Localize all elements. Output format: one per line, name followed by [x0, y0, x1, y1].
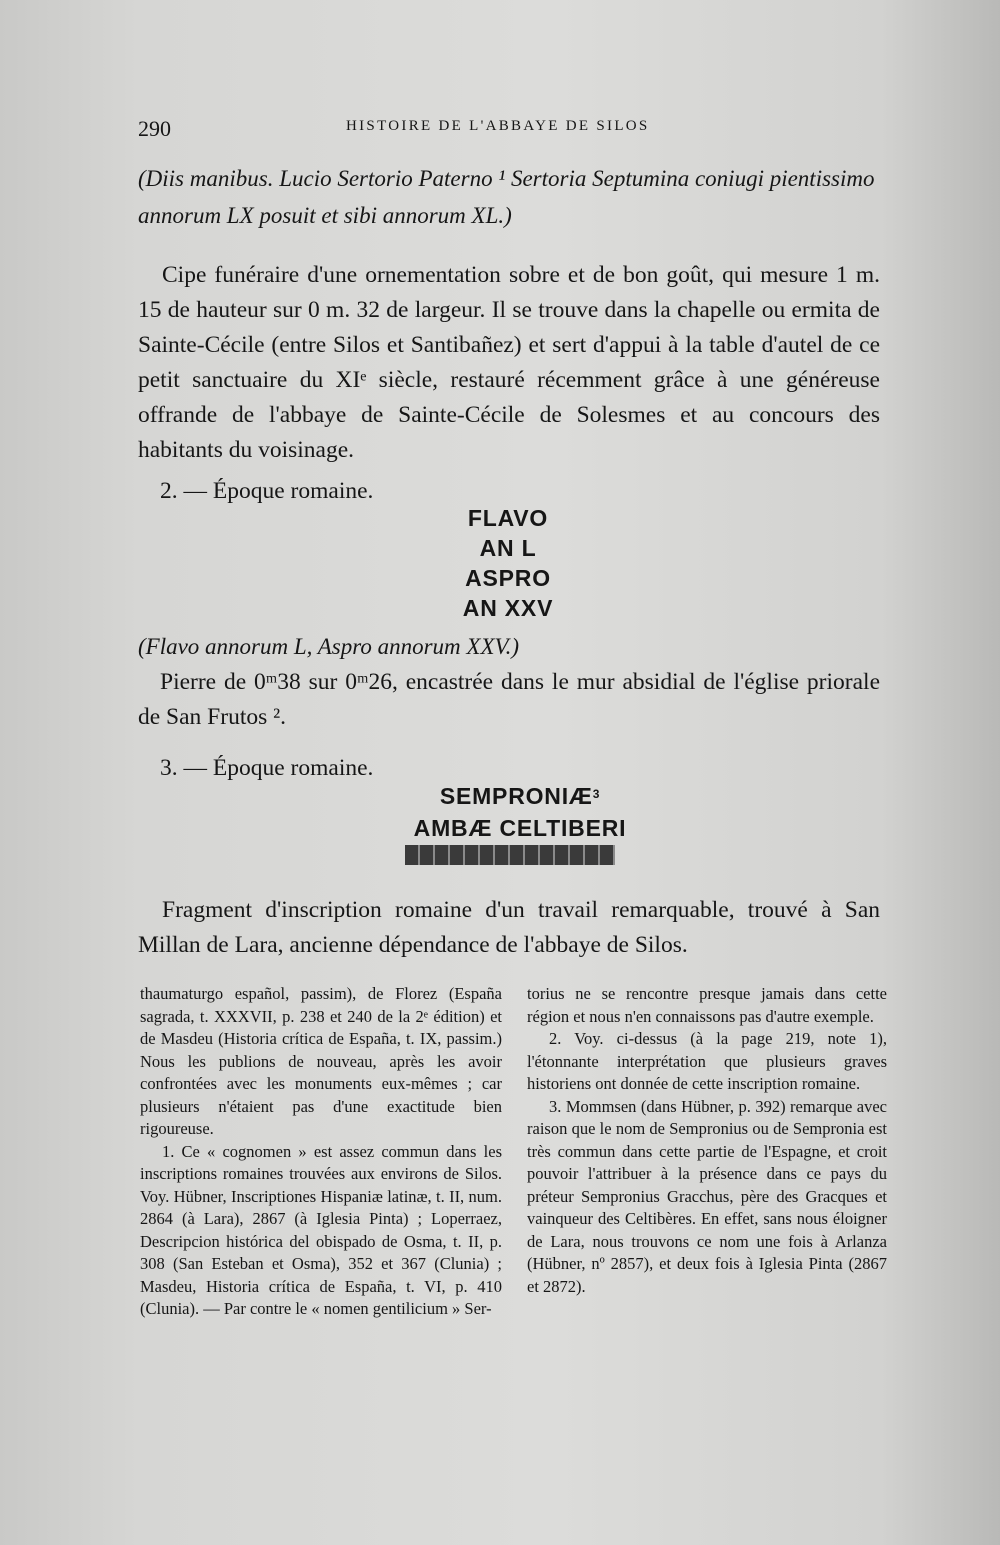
- inscription-flavo: [298, 503, 718, 623]
- damaged-stone-hatching: [405, 845, 615, 865]
- inscription-word: SEMPRONIÆ: [439, 783, 593, 809]
- footnotes-right-column: [527, 983, 887, 1298]
- page-header: [138, 110, 878, 144]
- section-3-title: 3. — Époque romaine.: [160, 755, 374, 781]
- inscription-line: AMBÆ CELTIBERI: [413, 815, 627, 841]
- latin-transcription-2: (Flavo annorum L, Aspro annorum XXV.): [138, 634, 519, 659]
- footnote-continuation: torius ne se rencontre presque jamais dans cette région et nous n'en connaissons pas d'autre exemple.: [527, 984, 887, 1026]
- inscription-sempronia: [310, 780, 730, 844]
- footnote-3: 3. Mommsen (dans Hübner, p. 392) remarque avec raison que le nom de Sempronius ou de Sempronia est très commun dans cette partie de l'Espagne, et croit pouvoir l'attribuer à la présence dans ce pays du préteur Sempronius Gracchus, père des Gracques et vainqueur des Celtibères. En effet, sans nous éloigner de Lara, nous trouvons ce nom une fois à Arlanza (Hübner, nº 2857), et deux fois à Iglesia Pinta (2867 et 2872).: [527, 1096, 887, 1296]
- stone-description: Pierre de 0ᵐ38 sur 0ᵐ26, encastrée dans le mur absidial de l'église priorale de San Frutos ².: [138, 669, 880, 730]
- inscription-line: [310, 780, 730, 812]
- footnote-2: 2. Voy. ci-dessus (à la page 219, note 1), l'étonnante interprétation que plusieurs graves historiens ont donnée de cette inscription romaine.: [527, 1029, 887, 1093]
- monument-description: Cipe funéraire d'une ornementation sobre et de bon goût, qui mesure 1 m. 15 de hauteur sur 0 m. 32 de largeur. Il se trouve dans la chapelle ou ermita de Sainte-Cécile (entre Silos et Santibañez) et sert d'appui à la table d'autel de ce petit sanctuaire du XIᵉ siècle, restauré récemment grâce à une généreuse offrande de l'abbaye de Sainte-Cécile de Solesmes et au concours des habitants du voisinage.: [138, 262, 880, 463]
- section-2-title: 2. — Époque romaine.: [160, 478, 374, 504]
- inscription-line: FLAVO: [467, 505, 549, 531]
- fragment-description: Fragment d'inscription romaine d'un travail remarquable, trouvé à San Millan de Lara, ancienne dépendance de l'abbaye de Silos.: [138, 897, 880, 958]
- footnote-marker: 3: [592, 787, 601, 801]
- inscription-line: ASPRO: [465, 565, 551, 591]
- running-title: HISTOIRE DE L'ABBAYE DE SILOS: [346, 118, 650, 134]
- footnote-continuation: thaumaturgo español, passim), de Florez (España sagrada, t. XXXVII, p. 238 et 240 de la 2ᵉ édition) et de Masdeu (Historia crítica de España, t. IX, passim.) Nous les publions de nouveau, après les avoir confrontées avec les monuments eux-mêmes ; car plusieurs n'étaient pas d'une exactitude bien rigoureuse.: [140, 984, 502, 1138]
- footnote-1: 1. Ce « cognomen » est assez commun dans les inscriptions romaines trouvées aux environs de Silos. Voy. Hübner, Inscriptiones Hispaniæ latinæ, t. II, num. 2864 (à Lara), 2867 (à Iglesia Pinta) ; Loperraez, Descripcion histórica del obispado de Osma, t. II, p. 308 (San Esteban et Osma), 352 et 367 (Clunia) ; Masdeu, Historia crítica de España, t. VI, p. 410 (Clunia). — Par contre le « nomen gentilicium » Ser-: [140, 1141, 502, 1318]
- inscription-line: AN L: [479, 535, 537, 561]
- latin-transcription: (Diis manibus. Lucio Sertorio Paterno ¹ Sertoria Septumina coniugi pientissimo annorum LX posuit et sibi annorum XL.): [138, 166, 875, 228]
- page-number: 290: [138, 116, 171, 141]
- inscription-line: AN XXV: [462, 595, 554, 621]
- footnotes-left-column: [140, 983, 502, 1321]
